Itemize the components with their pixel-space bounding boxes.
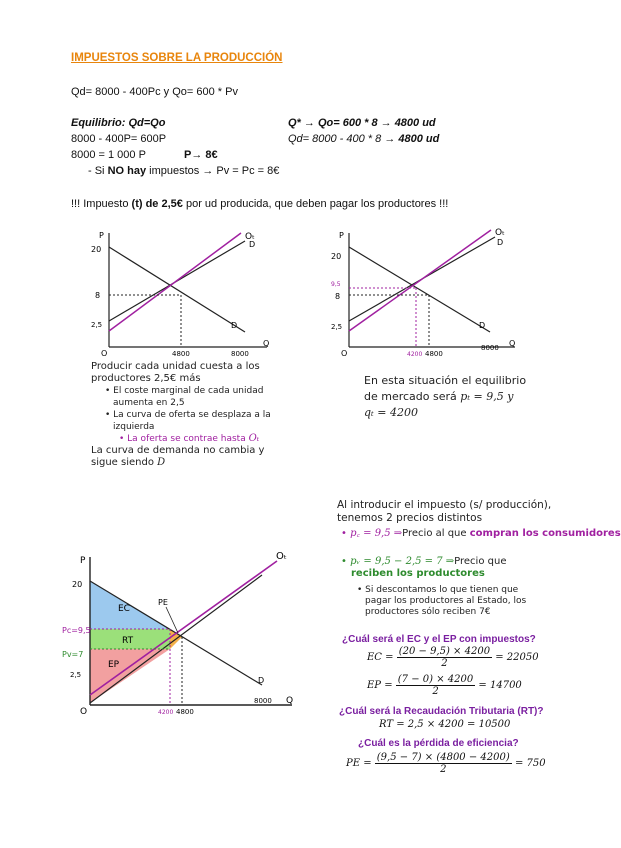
rt-label: RT [122,636,134,646]
axis-label-q: Q [263,339,270,348]
demand-curve-d [349,247,490,332]
equilibrium-step1: 8000 - 400P= 600P [71,133,167,145]
equilibrium-step2: 8000 = 1 000 P [71,149,146,161]
tick-2-5: 2,5 [331,323,343,331]
revenue-question: ¿Cuál será la Recaudación Tributaria (RT)? [339,706,544,717]
label-d: D [231,321,238,330]
label-d: D [479,321,486,330]
equilibrium-q-supply: Q* → Qo= 600 * 8 → 4800 ud [288,117,436,129]
label-o-top: D [497,238,504,247]
graph-tax-shift [85,225,275,360]
ep-formula: EP = $\frac{(7 - 0) \times 4200}{2}$ = 14700 [367,674,522,697]
tick-8: 8 [335,292,341,301]
tick-2-5: 2,5 [91,321,103,329]
axis-label-p: P [99,231,104,240]
axis-label-p: P [339,231,344,240]
axis-label-q: Q [509,339,516,348]
tick-8000: 8000 [254,697,272,705]
pc-label: Pc=9,5 [62,626,91,635]
pe-formula: PE = $\frac{(9,5 - 7) \times (4800 - 4200)}{2}$ = 750 [346,752,546,775]
equilibrium-heading: Equilibrio: Qd=Qo [71,117,166,129]
tick-8: 8 [95,291,101,300]
two-prices-intro: Al introducir el impuesto (s/ producción), tenemos 2 precios distintos [337,499,552,524]
consumer-price-item: • p꜀ = 9,5 ⇒Precio al que compran los consumidores [341,528,621,539]
tick-4800: 4800 [176,708,194,716]
surplus-question: ¿Cuál será el EC y el EP con impuestos? [342,634,536,645]
label-o-top: D [249,240,256,249]
axis-label-p: P [80,556,86,566]
shift-explanation: Producir cada unidad cuesta a los productores 2,5€ más • El coste marginal de cada unidad aumenta en 2,5 • La curva de oferta se desplaza a la izquierda • La oferta se contrae hasta Oₜ La curva de demanda no cambia y sigue siendo D [91,361,271,468]
tick-8000: 8000 [231,350,249,358]
origin-label: O [101,349,108,358]
origin-label: O [341,349,348,358]
tick-4800: 4800 [172,350,190,358]
label-d: D [258,676,265,685]
graph-new-equilibrium [325,225,525,360]
axis-label-q: Q [286,696,294,706]
ec-label: EC [118,604,130,614]
label-ot: Oₜ [245,232,255,242]
tick-4800: 4800 [425,350,443,358]
deadweight-question: ¿Cuál es la pérdida de eficiencia? [358,738,519,749]
ec-formula: EC = $\frac{(20 - 9,5) \times 4200}{2}$ = 22050 [367,646,539,669]
graph-surplus-areas [62,545,302,715]
tick-2-5: 2,5 [70,671,82,679]
tick-20: 20 [91,245,102,254]
tick-20: 20 [72,580,83,589]
demand-curve-d [109,247,245,332]
tick-4200: 4200 [407,351,423,358]
rt-formula: RT = 2,5 × 4200 = 10500 [379,719,511,730]
tick-4200: 4200 [158,709,174,716]
tick-8000: 8000 [481,344,499,352]
pv-label: Pv=7 [62,650,84,659]
producer-price-item: • pᵥ = 9,5 − 2,5 = 7 ⇒Precio que reciben los productores [341,556,507,579]
supply-curve-ot [349,230,491,331]
equilibrium-q-demand: Qd= 8000 - 400 * 8 → 4800 ud [288,133,440,145]
equilibrium-explanation: En esta situación el equilibrio de mercado será pₜ = 9,5 y qₜ = 4200 [364,374,527,419]
producer-surplus-area [90,649,170,703]
tick-20: 20 [331,252,342,261]
pe-label: PE [158,598,168,607]
ep-label: EP [108,660,120,670]
supply-curve-ot [109,233,241,331]
origin-label: O [80,707,88,717]
equilibrium-price: P→ 8€ [184,149,218,161]
producer-net-note: • Si descontamos lo que tienen que pagar los productores al Estado, los productores sólo reciben 7€ [357,585,527,617]
supply-demand-equations: Qd= 8000 - 400Pc y Qo= 600 * Pv [71,86,238,98]
label-ot: Oₜ [276,551,287,562]
page-title: IMPUESTOS SOBRE LA PRODUCCIÓN [71,52,283,64]
tick-9-5: 9,5 [331,281,341,288]
no-tax-note: - Si NO hay impuestos → Pv = Pc = 8€ [88,165,280,177]
label-ot: Oₜ [495,228,505,238]
tax-statement: !!! Impuesto (t) de 2,5€ por ud producida, que deben pagar los productores !!! [71,198,449,210]
